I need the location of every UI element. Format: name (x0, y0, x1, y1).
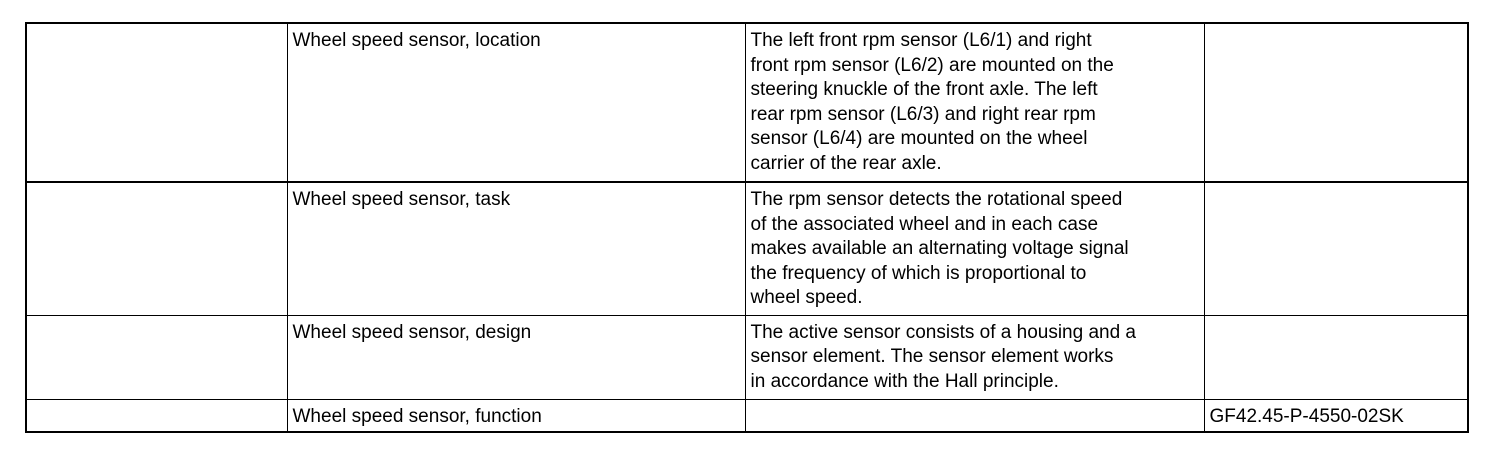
table-row (26, 182, 1468, 315)
document-table (25, 22, 1469, 433)
row-description-cell (745, 399, 1204, 432)
row-title-cell: Wheel speed sensor, design (287, 315, 745, 399)
row-blank-cell (26, 399, 287, 432)
row-reference-cell (1204, 315, 1468, 399)
row-reference-cell (1204, 182, 1468, 315)
row-reference-cell (1204, 23, 1468, 182)
row-reference-cell: GF42.45-P-4550-02SK (1204, 399, 1468, 432)
row-title-cell: Wheel speed sensor, location (287, 23, 745, 182)
row-description-cell: The left front rpm sensor (L6/1) and right front rpm sensor (L6/2) are mounted on the steering knuckle of the front axle. The left rear rpm sensor (L6/3) and right rear rpm sensor (L6/4) are mounted on the wheel carrier of the rear axle. (745, 23, 1204, 182)
row-title-cell: Wheel speed sensor, task (287, 182, 745, 315)
row-title-cell: Wheel speed sensor, function (287, 399, 745, 432)
row-description-cell: The active sensor consists of a housing and a sensor element. The sensor element works in accordance with the Hall principle. (745, 315, 1204, 399)
row-description-cell: The rpm sensor detects the rotational speed of the associated wheel and in each case makes available an alternating voltage signal the frequency of which is proportional to wheel speed. (745, 182, 1204, 315)
row-blank-cell (26, 182, 287, 315)
table-row (26, 23, 1468, 182)
row-blank-cell (26, 23, 287, 182)
table-row (26, 315, 1468, 399)
row-blank-cell (26, 315, 287, 399)
table-row (26, 399, 1468, 432)
